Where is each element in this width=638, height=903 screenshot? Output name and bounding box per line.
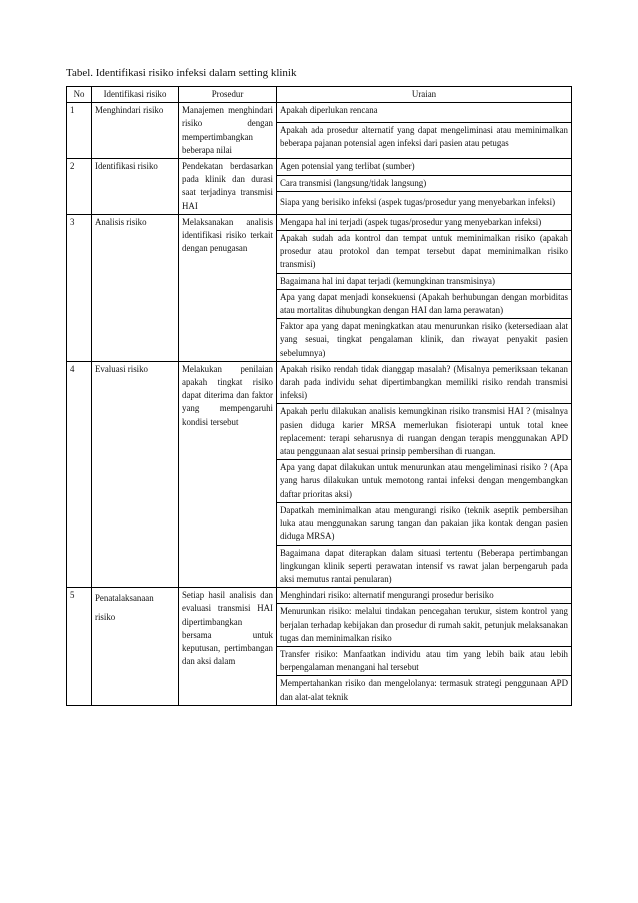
table-row (67, 361, 572, 404)
cell-uraian: Bagaimana hal ini dapat terjadi (kemungkinan transmisinya) (277, 273, 572, 289)
cell-uraian: Apakah diperlukan rencana (277, 103, 572, 123)
table-row (67, 588, 572, 604)
cell-uraian: Siapa yang berisiko infeksi (aspek tugas/prosedur yang menyebarkan infeksi) (277, 192, 572, 215)
cell-uraian: Mengapa hal ini terjadi (aspek tugas/prosedur yang menyebarkan infeksi) (277, 214, 572, 230)
cell-identifikasi: Analisis risiko (92, 214, 179, 361)
cell-uraian: Apakah perlu dilakukan analisis kemungkinan risiko transmisi HAI ? (misalnya pasien diduga karier MRSA memerlukan fisioterapi untuk total knee replacement: terapi seharusnya di ruangan dengan terapis menggunakan APD atau penggunaan alat sesuai prinsip pembersihan di ruangan. (277, 404, 572, 460)
cell-no: 1 (67, 103, 92, 159)
risk-identification-table (66, 86, 572, 706)
cell-prosedur: Manajemen menghindari risiko dengan mempertimbangkan beberapa nilai (179, 103, 277, 159)
table-row (67, 159, 572, 176)
cell-prosedur: Setiap hasil analisis dan evaluasi transmisi HAI dipertimbangkan bersama untuk keputusan, pertimbangan dan aksi dalam (179, 588, 277, 706)
cell-identifikasi: Evaluasi risiko (92, 361, 179, 587)
cell-uraian: Menurunkan risiko: melalui tindakan pencegahan terukur, sistem kontrol yang berjalan terhadap kebijakan dan prosedur di rumah sakit, petunjuk melaksanakan tugas dan meminimalkan risiko (277, 604, 572, 647)
header-no: No (67, 87, 92, 103)
cell-no: 2 (67, 159, 92, 215)
cell-uraian: Apakah risiko rendah tidak dianggap masalah? (Misalnya pemeriksaan tekanan darah pada individu sehat dipertimbangkan memiliki risiko rendah transmisi infeksi) (277, 361, 572, 404)
cell-prosedur: Melaksanakan analisis identifikasi risiko terkait dengan penugasan (179, 214, 277, 361)
cell-uraian: Mempertahankan risiko dan mengelolanya: termasuk strategi penggunaan APD dan alat-alat teknik (277, 676, 572, 705)
header-identifikasi: Identifikasi risiko (92, 87, 179, 103)
header-prosedur: Prosedur (179, 87, 277, 103)
cell-uraian: Apakah sudah ada kontrol dan tempat untuk meminimalkan risiko (apakah prosedur atau protokol dan tempat tersebut dapat meminimalkan risiko transmisi) (277, 231, 572, 274)
cell-uraian: Bagaimana dapat diterapkan dalam situasi tertentu (Beberapa pertimbangan lingkungan klinik seperti perawatan intensif vs rawat jalan berpengaruh pada aksi memutus rantai penularan) (277, 545, 572, 588)
header-uraian: Uraian (277, 87, 572, 103)
cell-uraian: Dapatkah meminimalkan atau mengurangi risiko (teknik aseptik pembersihan luka atau menggunakan sarung tangan dan pakaian jika kontak dengan pasien diduga MRSA) (277, 502, 572, 545)
cell-prosedur: Pendekatan berdasarkan pada klinik dan durasi saat terjadinya transmisi HAI (179, 159, 277, 215)
cell-no: 5 (67, 588, 92, 706)
table-row (67, 103, 572, 123)
cell-identifikasi: Penatalaksanaan risiko (92, 588, 179, 706)
cell-identifikasi: Menghindari risiko (92, 103, 179, 159)
cell-uraian: Apakah ada prosedur alternatif yang dapat mengeliminasi atau meminimalkan beberapa pajanan potensial agen infeksi dari pasien atau petugas (277, 123, 572, 159)
table-row (67, 214, 572, 230)
cell-uraian: Cara transmisi (langsung/tidak langsung) (277, 175, 572, 192)
cell-uraian: Transfer risiko: Manfaatkan individu atau tim yang lebih baik atau lebih berpengalaman menangani hal tersebut (277, 646, 572, 675)
cell-uraian: Faktor apa yang dapat meningkatkan atau menurunkan risiko (ketersediaan alat yang sesuai, tingkat pengalaman klinik, dan riwayat penyakit pasien sebelumnya) (277, 319, 572, 362)
cell-identifikasi: Identifikasi risiko (92, 159, 179, 215)
cell-uraian: Menghindari risiko: alternatif mengurangi prosedur berisiko (277, 588, 572, 604)
cell-uraian: Apa yang dapat dilakukan untuk menurunkan atau mengeliminasi risiko ? (Apa yang harus dilakukan untuk memotong rantai infeksi dengan mengembangkan daftar prioritas aksi) (277, 460, 572, 503)
cell-uraian: Apa yang dapat menjadi konsekuensi (Apakah berhubungan dengan morbiditas atau mortalitas dihubungkan dengan HAI dan lama perawatan) (277, 289, 572, 318)
cell-no: 4 (67, 361, 92, 587)
cell-uraian: Agen potensial yang terlibat (sumber) (277, 159, 572, 176)
cell-no: 3 (67, 214, 92, 361)
table-caption: Tabel. Identifikasi risiko infeksi dalam setting klinik (66, 67, 297, 79)
table-header-row (67, 87, 572, 103)
cell-prosedur: Melakukan penilaian apakah tingkat risiko dapat diterima dan faktor yang mempengaruhi kondisi tersebut (179, 361, 277, 587)
